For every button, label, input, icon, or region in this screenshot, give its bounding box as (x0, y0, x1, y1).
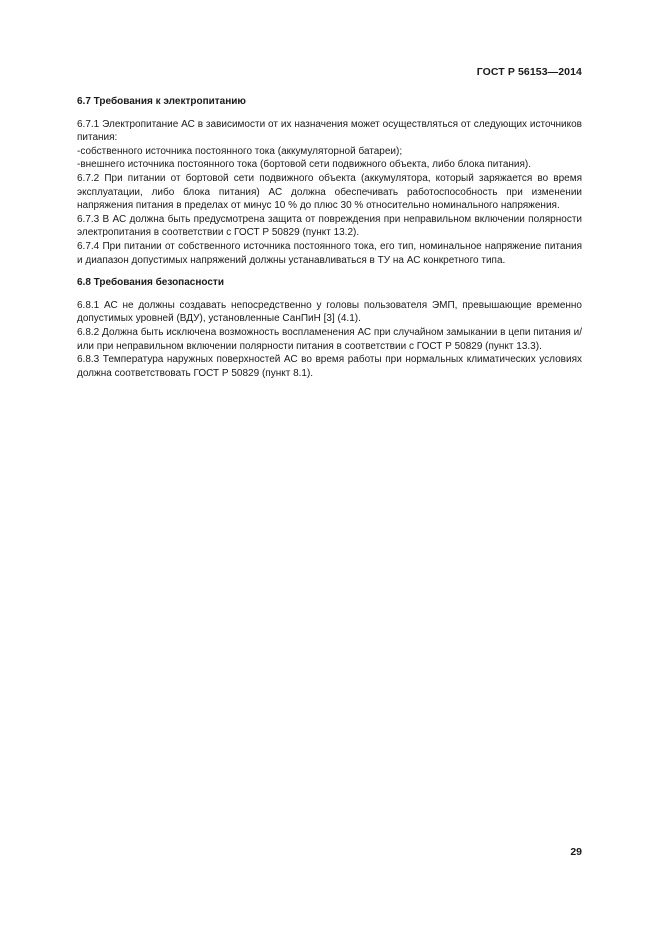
paragraph: 6.7.4 При питании от собственного источника постоянного тока, его тип, номинальное напряжение питания и диапазон допустимых напряжений должны устанавливаться в ТУ на АС конкретного типа. (77, 240, 582, 266)
paragraph: 6.7.2 При питании от бортовой сети подвижного объекта (аккумулятора, который заряжается во время эксплуатации, либо блока питания) АС должна обеспечивать работоспособность при изменении напряжения питания в пределах от минус 10 % до плюс 30 % относительно номинального напряжения. (77, 172, 582, 212)
paragraph: 6.8.2 Должна быть исключена возможность воспламенения АС при случайном замыкании в цепи питания и/или при неправильном включении полярности питания в соответствии с ГОСТ Р 50829 (пункт 13.3). (77, 326, 582, 352)
section-title-power-supply: 6.7 Требования к электропитанию (77, 96, 246, 107)
section-title-safety: 6.8 Требования безопасности (77, 277, 224, 289)
document-body (77, 95, 582, 380)
list-item: -собственного источника постоянного тока (аккумуляторной батареи); (77, 145, 403, 157)
paragraph: 6.7.3 В АС должна быть предусмотрена защита от повреждения при неправильном включении полярности электропитания в соответствии с ГОСТ Р 50829 (пункт 13.2). (77, 213, 582, 239)
paragraph: 6.7.1 Электропитание АС в зависимости от их назначения может осуществляться от следующих источников питания: (77, 118, 582, 144)
paragraph: 6.8.1 АС не должны создавать непосредственно у головы пользователя ЭМП, превышающие временно допустимых уровней (ВДУ), установленные СанПиН [3] (4.1). (77, 299, 582, 325)
list-item: -внешнего источника постоянного тока (бортовой сети подвижного объекта, либо блока питания). (77, 159, 532, 171)
paragraph: 6.8.3 Температура наружных поверхностей АС во время работы при нормальных климатических условиях должна соответствовать ГОСТ Р 50829 (пункт 8.1). (77, 354, 582, 379)
page-number: 29 (570, 846, 582, 858)
document-code: ГОСТ Р 56153—2014 (476, 66, 582, 78)
